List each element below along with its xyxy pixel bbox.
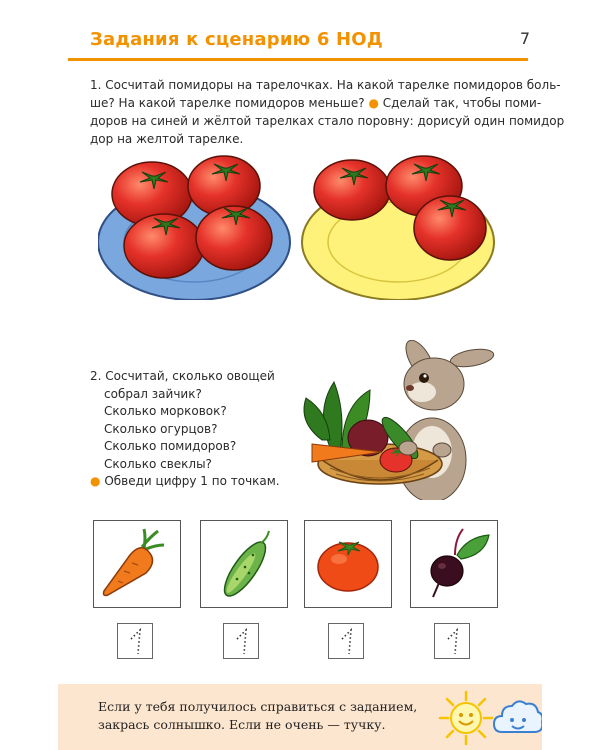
self-assessment-text (98, 698, 417, 734)
card-tomato (304, 520, 392, 608)
task-2-line-4: Сколько огурцов? (104, 421, 218, 436)
page-title: Задания к сценарию 6 НОД (90, 29, 384, 50)
task-1-line-2b: Сделай так, чтобы поми- (382, 96, 542, 110)
card-carrot (93, 520, 181, 608)
tomato-icon (314, 160, 390, 220)
task-2-bullet: ● (90, 474, 101, 488)
trace-box-3[interactable] (328, 623, 364, 659)
tomato-icon (305, 521, 391, 607)
tomato-icon (414, 196, 486, 260)
tomato-icon (124, 214, 204, 278)
task-2-line-7-text: Обведи цифру 1 по точкам. (104, 474, 280, 488)
task-2-line-3: Сколько морковок? (104, 404, 227, 418)
cucumber-icon (201, 521, 287, 607)
dotted-digit-one (329, 624, 363, 658)
bunny-with-basket-illustration (292, 340, 502, 500)
card-cucumber (200, 520, 288, 608)
task-2-line-1: 2. Сосчитай, сколько овощей (90, 369, 275, 383)
task-1-bullet: ● (368, 96, 379, 110)
self-assessment-footer (58, 684, 542, 750)
header-rule (68, 58, 528, 61)
sun-icon[interactable] (438, 690, 494, 746)
footer-line-1: Если у тебя получилось справиться с заданием, (98, 699, 418, 714)
trace-box-1[interactable] (117, 623, 153, 659)
card-beet (410, 520, 498, 608)
task-1-line-2 (90, 94, 542, 112)
page-header (68, 27, 538, 55)
dotted-digit-one (224, 624, 258, 658)
task-1-text (90, 76, 565, 148)
cloud-icon[interactable] (492, 694, 542, 742)
dotted-digit-one (118, 624, 152, 658)
task-2-text (90, 368, 320, 491)
page-number: 7 (519, 29, 530, 48)
task-2-line-7 (90, 473, 320, 491)
trace-box-2[interactable] (223, 623, 259, 659)
task-1-line-4: дор на желтой тарелке. (90, 132, 244, 146)
task-1-line-3: доров на синей и жёлтой тарелках стало поровну: дорисуй один помидор (90, 114, 565, 128)
tomato-icon (196, 206, 272, 270)
task-2-line-2: собрал зайчик? (104, 386, 202, 401)
task-2-line-5: Сколько помидоров? (104, 439, 237, 453)
task-1-line-1: 1. Сосчитай помидоры на тарелочках. На какой тарелке помидоров боль- (90, 78, 561, 92)
carrot-icon (94, 521, 180, 607)
dotted-digit-one (435, 624, 469, 658)
task-2-line-6: Сколько свеклы? (104, 456, 212, 471)
footer-line-2: закрась солнышко. Если не очень — тучку. (98, 717, 386, 732)
beet-icon (411, 521, 497, 607)
task-1-line-2a: ше? На какой тарелке помидоров меньше? (90, 96, 365, 110)
trace-box-4[interactable] (434, 623, 470, 659)
plates-illustration (98, 150, 498, 300)
